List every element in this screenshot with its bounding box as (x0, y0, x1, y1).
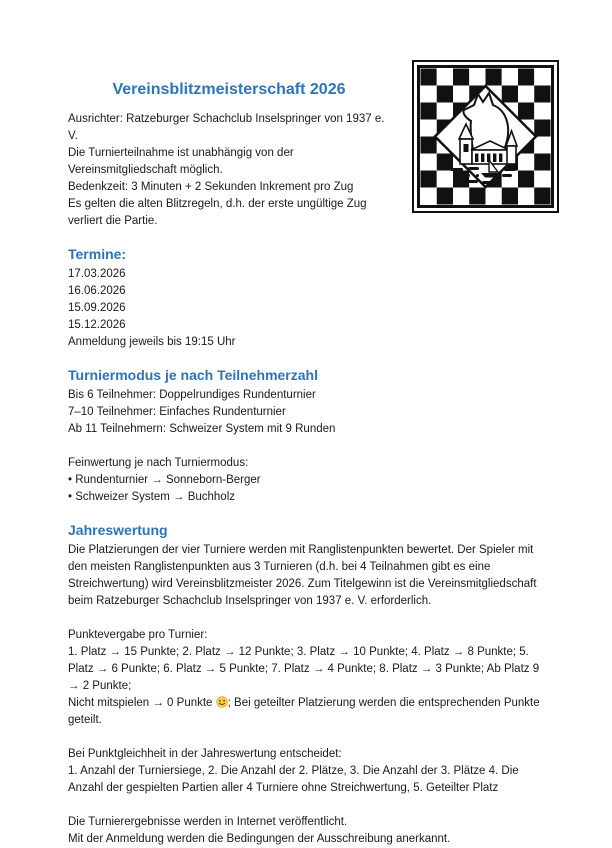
punktevergabe-block (68, 627, 546, 729)
closing-block (68, 814, 546, 848)
termine-list (68, 266, 546, 351)
blank-line (68, 797, 546, 814)
turniermodus-line: Bis 6 Teilnehmer: Doppelrundiges Rundenturnier (68, 389, 316, 401)
turniermodus-list (68, 387, 546, 438)
intro-line: Die Turnierteilnahme ist unabhängig von der Vereinsmitgliedschaft möglich. (68, 147, 294, 176)
joker-text-suffix: ; Bei geteilter Platzierung werden die entsprechenden Punkte geteilt. (68, 697, 540, 726)
date-line: 16.06.2026 (68, 285, 126, 297)
joker-text-prefix: Nicht mitspielen → 0 Punkte (68, 697, 216, 709)
blank-line (68, 610, 546, 627)
jahreswertung-paragraph: Die Platzierungen der vier Turniere werden mit Ranglistenpunkten bewertet. Der Spieler mit den meisten Ranglistenpunkten aus 3 Turnieren (d.h. bei 4 Teilnahmen gibt es eine Streichwertung) wird Vereinsblitzmeister 2026. Zum Titelgewinn ist die Vereinsmitgliedschaft beim Ratzeburger Schachclub Inselspringer von 1937 e. V. erforderlich. (68, 544, 537, 607)
date-line: 17.03.2026 (68, 268, 126, 280)
feinwertung-heading: Feinwertung je nach Turniermodus: (68, 457, 249, 469)
page-title: Vereinsblitzmeisterschaft 2026 (112, 81, 346, 98)
date-line: 15.09.2026 (68, 302, 126, 314)
closing-line: Mit der Anmeldung werden die Bedingungen der Ausschreibung anerkannt. (68, 833, 451, 845)
tiebreak-block (68, 746, 546, 797)
intro-line: Ausrichter: Ratzeburger Schachclub Inselspringer von 1937 e. V. (68, 113, 385, 142)
chessboard-knight-church-icon (412, 60, 559, 213)
section-heading-termine: Termine: (68, 246, 127, 262)
turniermodus-line: 7–10 Teilnehmer: Einfaches Rundenturnier (68, 406, 286, 418)
tiebreak-heading-line: Bei Punktgleichheit in der Jahreswertung entscheidet: (68, 748, 342, 760)
section-heading-turniermodus: Turniermodus je nach Teilnehmerzahl (68, 367, 318, 383)
feinwertung-item: • Schweizer System → Buchholz (68, 491, 236, 503)
punktevergabe-points-line: 1. Platz → 15 Punkte; 2. Platz → 12 Punkte; 3. Platz → 10 Punkte; 4. Platz → 8 Punkte; 5. Platz → 6 Punkte; 6. Platz → 5 Punkte; 7. Platz → 4 Punkte; 8. Platz → 3 Punkte; Ab Platz 9 → 2 Punkte; (68, 646, 540, 692)
date-line: 15.12.2026 (68, 319, 126, 331)
intro-line: Bedenkzeit: 3 Minuten + 2 Sekunden Inkrement pro Zug (68, 181, 354, 193)
smiling-face-icon (216, 696, 228, 708)
turniermodus-line: Ab 11 Teilnehmern: Schweizer System mit 9 Runden (68, 423, 336, 435)
punktevergabe-joker-line (68, 695, 546, 729)
anmeldung-line: Anmeldung jeweils bis 19:15 Uhr (68, 336, 236, 348)
section-heading-jahreswertung: Jahreswertung (68, 522, 168, 538)
blank-line (68, 438, 546, 455)
punktevergabe-heading-line: Punktevergabe pro Turnier: (68, 629, 208, 641)
feinwertung-item: • Rundenturnier → Sonneborn-Berger (68, 474, 261, 486)
tiebreak-text: 1. Anzahl der Turniersiege, 2. Die Anzahl der 2. Plätze, 3. Die Anzahl der 3. Plätze 4. Die Anzahl der gespielten Partien aller 4 Turniere ohne Streichwertung, 5. Geteilter Platz (68, 765, 519, 794)
feinwertung-block (68, 455, 546, 506)
blank-line (68, 729, 546, 746)
intro-line: Es gelten die alten Blitzregeln, d.h. der erste ungültige Zug verliert die Partie. (68, 198, 367, 227)
closing-line: Die Turnierergebnisse werden in Internet veröffentlicht. (68, 816, 348, 828)
chess-club-logo (412, 60, 559, 213)
